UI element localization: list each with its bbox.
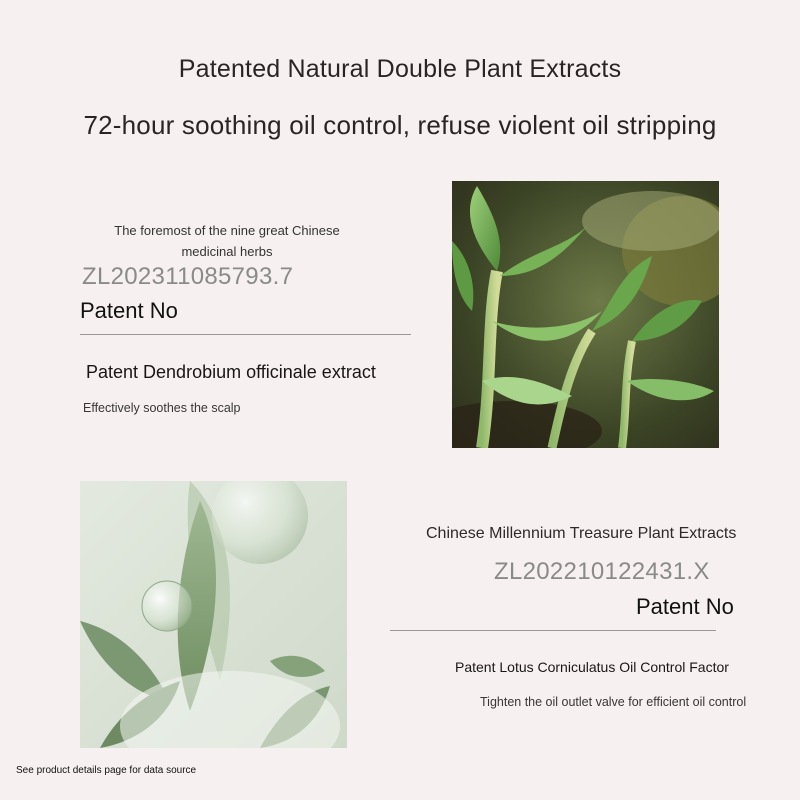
extract-2-note: Chinese Millennium Treasure Plant Extracts bbox=[426, 525, 737, 542]
extract-2-name: Patent Lotus Corniculatus Oil Control Factor bbox=[455, 659, 729, 675]
dendrobium-plant-photo bbox=[452, 181, 719, 448]
extract-1-name: Patent Dendrobium officinale extract bbox=[86, 362, 376, 382]
page-subtitle: 72-hour soothing oil control, refuse violent oil stripping bbox=[83, 110, 717, 140]
page-title: Patented Natural Double Plant Extracts bbox=[178, 55, 622, 83]
extract-2-patent-number: ZL202210122431.X bbox=[494, 558, 710, 585]
extract-1-description: Effectively soothes the scalp bbox=[83, 401, 241, 415]
extract-2-patent-label: Patent No bbox=[636, 594, 734, 619]
extract-1-patent-number: ZL202311085793.7 bbox=[82, 263, 294, 290]
extract-2-divider bbox=[390, 630, 716, 631]
green-leaves-droplet-photo bbox=[80, 481, 347, 748]
data-source-footnote: See product details page for data source bbox=[16, 765, 197, 776]
extract-2-description: Tighten the oil outlet valve for efficient oil control bbox=[480, 695, 747, 709]
extract-1-divider bbox=[80, 334, 411, 335]
extract-1-patent-label: Patent No bbox=[80, 298, 178, 323]
extract-1-note: The foremost of the nine great Chinese medicinal herbs bbox=[114, 223, 340, 259]
